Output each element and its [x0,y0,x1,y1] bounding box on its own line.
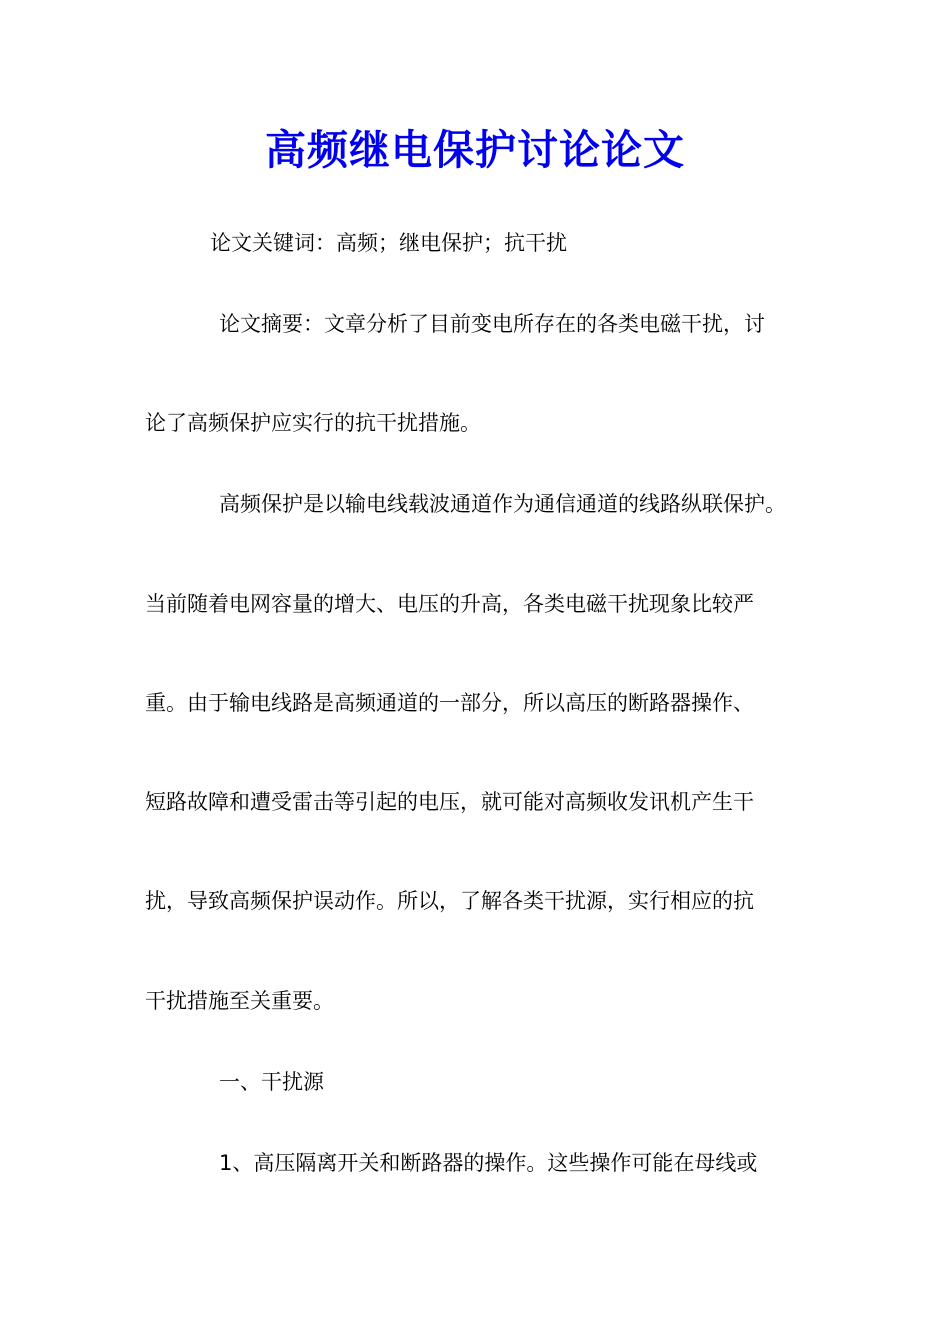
item-1-line: 1、高压隔离开关和断路器的操作。这些操作可能在母线或 [219,1151,758,1175]
body-line-1: 高频保护是以输电线载波通道作为通信通道的线路纵联保护。 [219,492,786,516]
body-line-2: 当前随着电网容量的增大、电压的升高，各类电磁干扰现象比较严 [145,592,754,616]
document-title: 高频继电保护讨论论文 [265,126,685,174]
abstract-line-1: 论文摘要：文章分析了目前变电所存在的各类电磁干扰，讨 [219,312,765,336]
body-line-5: 扰，导致高频保护误动作。所以，了解各类干扰源，实行相应的抗 [145,889,754,913]
abstract-line-2: 论了高频保护应实行的抗干扰措施。 [145,411,481,435]
body-line-6: 干扰措施至关重要。 [145,989,334,1013]
body-line-3: 重。由于输电线路是高频通道的一部分，所以高压的断路器操作、 [145,691,754,715]
body-line-4: 短路故障和遭受雷击等引起的电压，就可能对高频收发讯机产生干 [145,790,754,814]
section-heading-interference-sources: 一、干扰源 [219,1070,324,1094]
keywords-line: 论文关键词：高频；继电保护；抗干扰 [210,231,567,255]
